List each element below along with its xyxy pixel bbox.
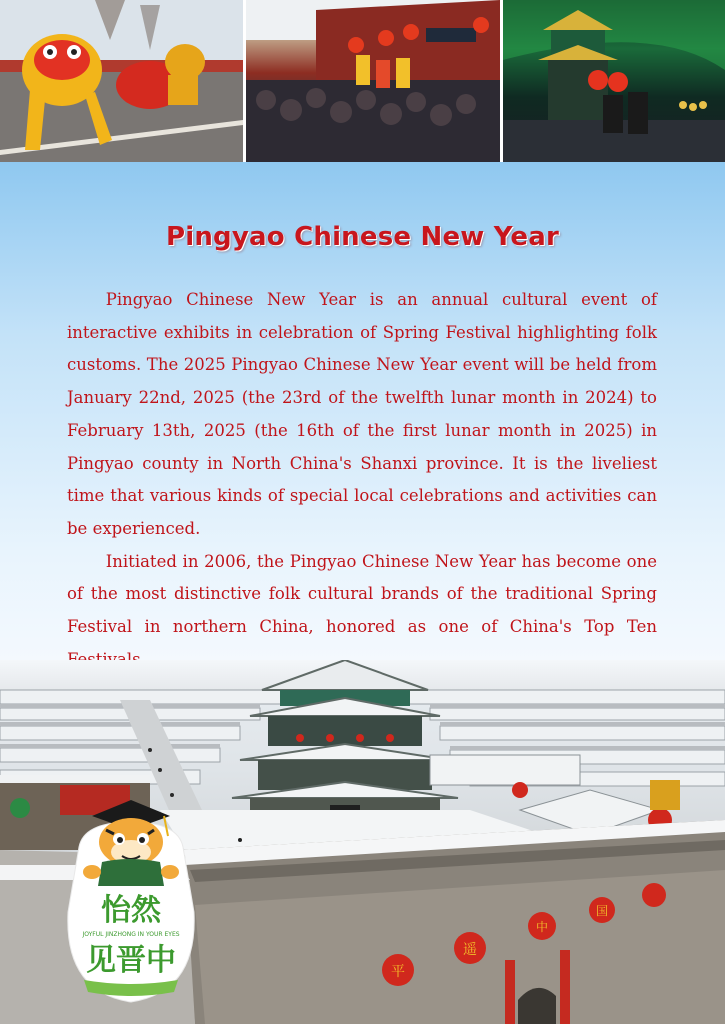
mascot-text-top: 怡然 <box>101 893 161 928</box>
night-tower-photo <box>503 0 725 162</box>
mascot-text-bottom: 见晋中 <box>86 943 176 978</box>
banner-1: 平 <box>391 964 405 980</box>
banner-3: 中 <box>535 920 549 934</box>
banner-4: 国 <box>595 904 609 918</box>
festival-crowd-photo <box>246 0 500 162</box>
paragraph: Initiated in 2006, the Pingyao Chinese New Year has become one of the most distinctive folk cultural brands of the traditional Spring Festival in northern China, honored as one of China's Top Ten <box>67 551 657 637</box>
mascot-logo <box>64 792 198 1006</box>
photo-strip <box>0 0 725 162</box>
lion-dance-photo <box>0 0 243 162</box>
article-text <box>67 284 657 676</box>
banner-2: 遥 <box>463 942 477 958</box>
paragraph: Pingyao Chinese New Year is an annual cultural event of interactive exhibits in celebration of Spring Festival highlighting folk customs. The 2025 Pingyao Chinese New Year event will be held from January 22nd, 2025 (the 23rd of the twelfth lunar month in 2024) to February 13th, 2025 (the 16th of the first lunar month in 2025) in Pingyao county in North China's Shanxi province. It is the liveliest time that various kinds of special local celebrations and activities can be experienced. <box>67 290 657 538</box>
page-title: Pingyao Chinese New Year <box>165 222 559 252</box>
mascot-subtitle: JOYFUL JINZHONG IN YOUR EYES <box>82 931 180 938</box>
